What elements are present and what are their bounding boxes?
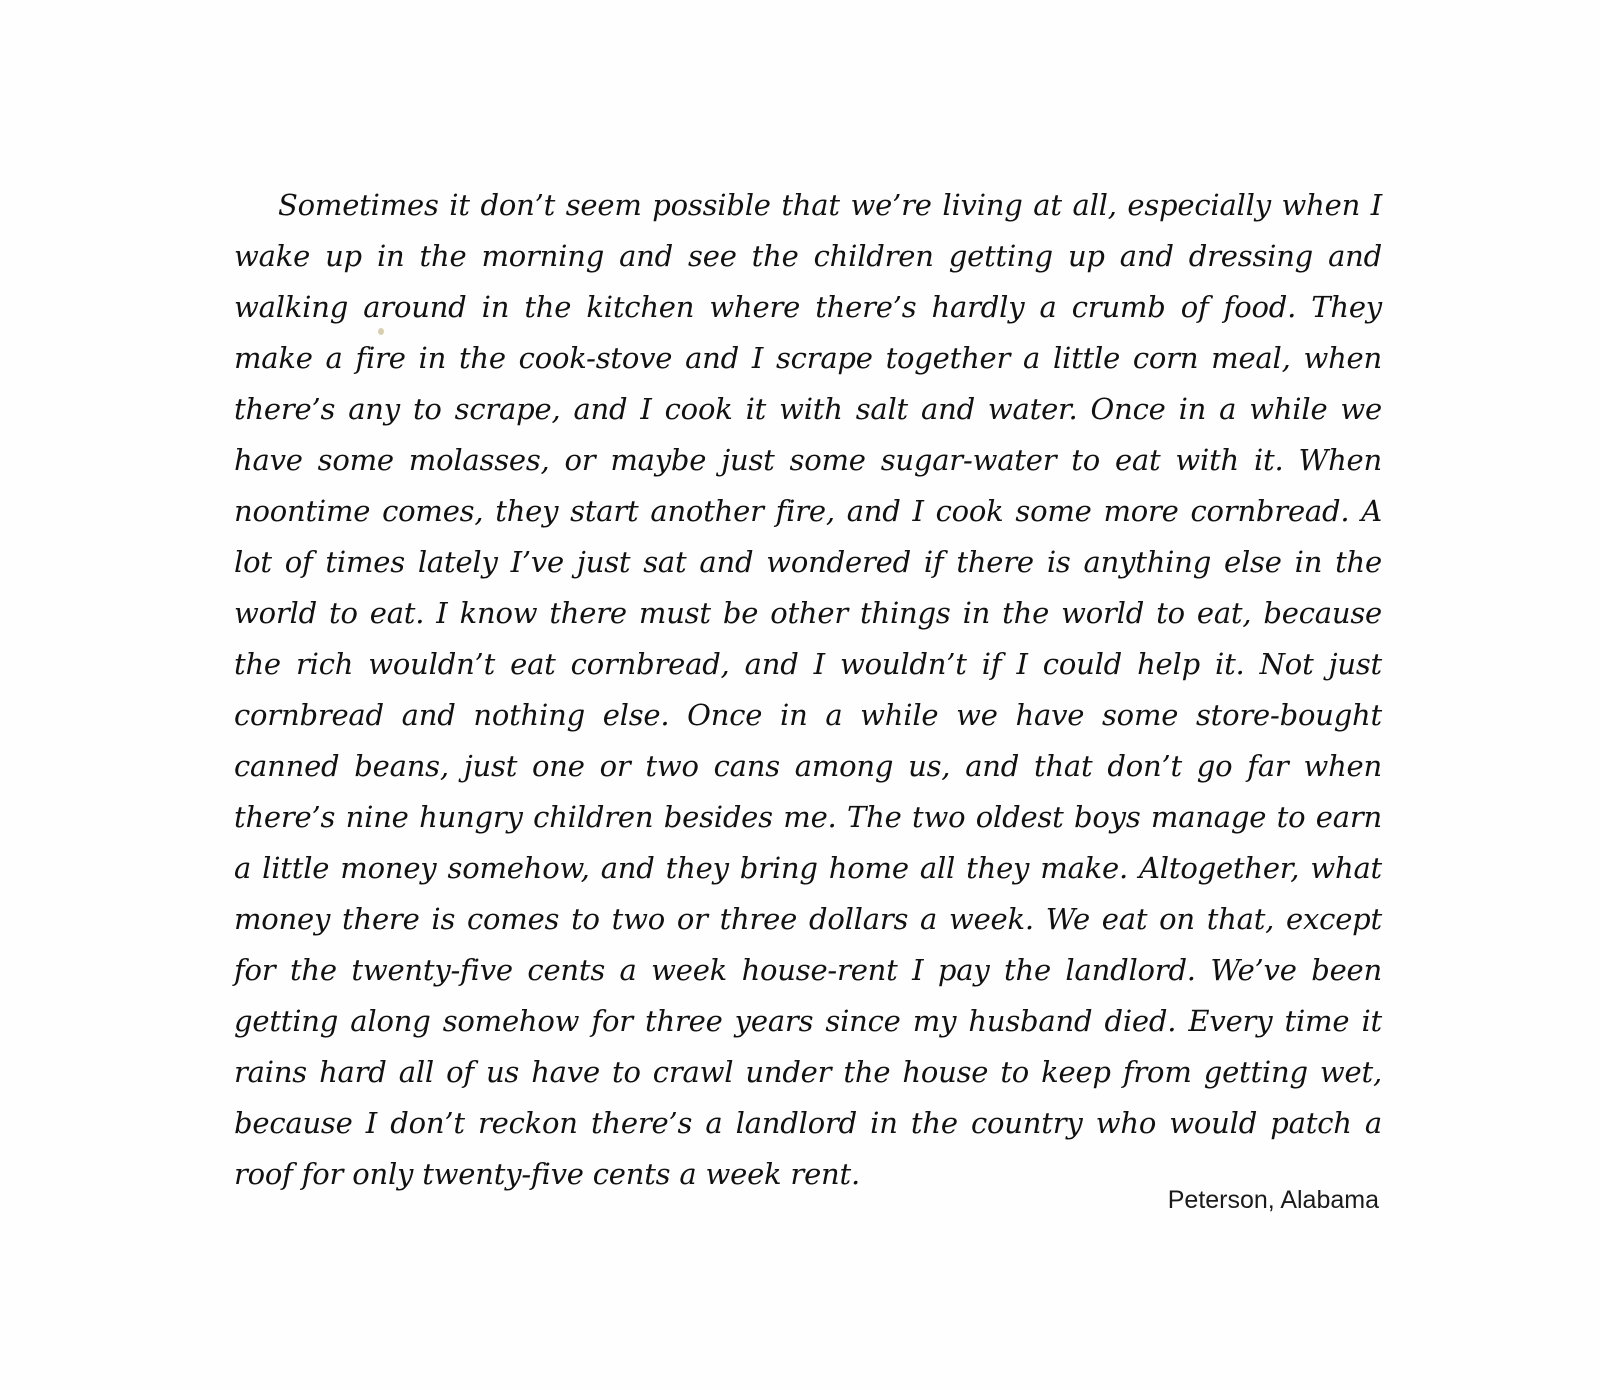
- attribution-location: Peterson, Alabama: [1167, 1186, 1379, 1214]
- paper-speck: [378, 328, 384, 335]
- testimony-paragraph: Sometimes it don’t seem possible that we’re living at all, especially when I wake up in the morning and see the children getting up and dressing and walking around in the kitchen where there’s hardly a crumb of food. They make a fire in the cook-stove and I scrape together a little corn meal, when there’s any to scrape, and I cook it with salt and water. Once in a while we have some molasses, or maybe just some sugar-water to eat with it. When noontime comes, they start another fire, and I cook some more cornbread. A lot of times lately I’ve just sat and wondered if there is anything else in the world to eat. I know there must be other things in the world to eat, because the rich wouldn’t eat cornbread, and I wouldn’t if I could help it. Not just cornbread and nothing else. Once in a while we have some store-bought canned beans, just one or two cans among us, and that don’t go far when there’s nine hungry children besides me. The two oldest boys manage to earn a little money somehow, and they bring home all they make. Altogether, what money there is comes to two or three dollars a week. We eat on that, except for the twenty-five cents a week house-rent I pay the landlord. We’ve been getting along somehow for three years since my husband died. Every time it rains hard all of us have to crawl under the house to keep from getting wet, because I don’t reckon there’s a landlord in the country who would patch a roof for only twenty-five cents a week rent.: [234, 188, 1382, 1191]
